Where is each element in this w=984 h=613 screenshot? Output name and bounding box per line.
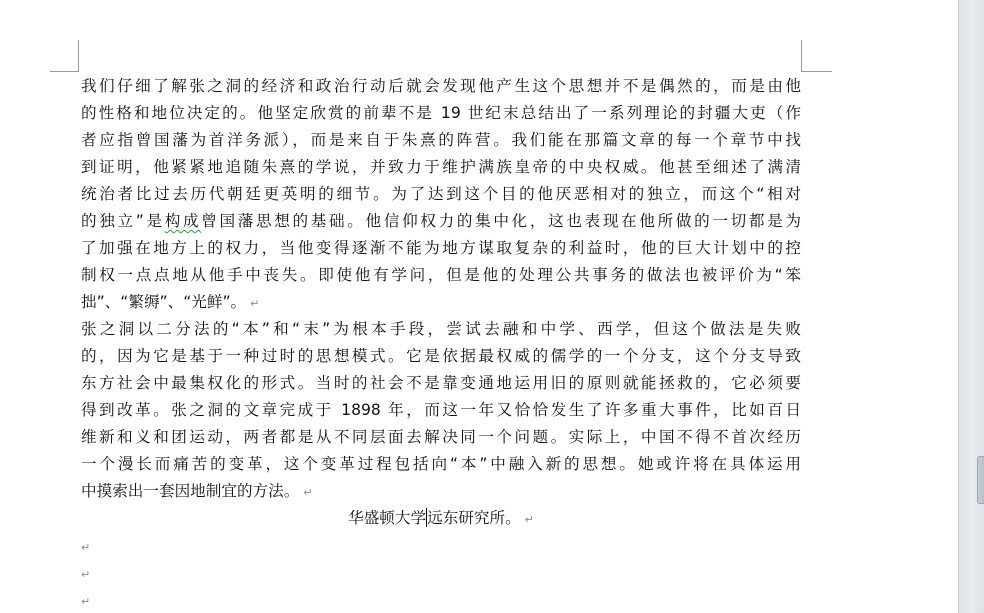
spelling-underlined-word[interactable]: 构成: [164, 212, 202, 230]
paragraph-mark-icon: ↵: [303, 486, 313, 499]
signature-text-before-cursor[interactable]: 华盛顿大学: [348, 509, 427, 527]
text-line-segment[interactable]: 的独立”是: [81, 212, 165, 230]
text-line[interactable]: 到证明，他紧紧地追随朱熹的学说，并致力于维护满族皇帝的中央权威。他甚至细述了满清: [81, 158, 801, 176]
signature-text-after-cursor[interactable]: 远东研究所。: [427, 509, 521, 527]
paragraph-mark-icon: ↵: [81, 541, 91, 554]
text-line[interactable]: 制权一点点地从他手中丧失。即使他有学问，但是他的处理公共事务的做法也被评价为“笨: [81, 266, 801, 284]
text-line-content[interactable]: 拙”、“繁缛”、“光鲜”。: [81, 293, 247, 311]
paragraph-mark-icon: ↵: [81, 568, 91, 581]
paragraph-1[interactable]: [81, 73, 801, 316]
text-line[interactable]: 维新和义和团运动，两者都是从不同层面去解决同一个问题。实际上，中国不得不首次经历: [81, 428, 801, 446]
text-line[interactable]: 者应指曾国藩为首洋务派），而是来自于朱熹的阵营。我们能在那篇文章的每一个章节中找: [81, 131, 801, 149]
document-body[interactable]: [81, 73, 801, 613]
text-line[interactable]: 统治者比过去历代朝廷更英明的细节。为了达到这个目的他厌恶相对的独立，而这个“相对: [81, 185, 801, 203]
signature-line[interactable]: [81, 505, 801, 532]
text-line[interactable]: 东方社会中最集权化的形式。当时的社会不是靠变通地运用旧的原则就能拯救的，它必须要: [81, 374, 801, 392]
paragraph-mark-icon: ↵: [524, 513, 534, 526]
text-line[interactable]: 了加强在地方上的权力，当他变得逐渐不能为地方谋取复杂的利益时，他的巨大计划中的控: [81, 239, 801, 257]
text-line[interactable]: 一个漫长而痛苦的变革，这个变革过程包括向“本”中融入新的思想。她或许将在具体运用: [81, 455, 801, 473]
empty-paragraph[interactable]: [81, 586, 801, 613]
paragraph-mark-icon: ↵: [81, 595, 91, 608]
text-line[interactable]: 得到改革。张之洞的文章完成于 1898 年，而这一年又恰恰发生了许多重大事件，比如百日: [81, 401, 801, 419]
vertical-scrollbar[interactable]: [958, 0, 984, 613]
text-line-last[interactable]: [81, 478, 801, 505]
text-line-with-spelling-mark[interactable]: [81, 208, 801, 235]
paragraph-mark-icon: ↵: [250, 297, 260, 310]
text-line[interactable]: 我们仔细了解张之洞的经济和政治行动后就会发现他产生这个思想并不是偶然的，而是由他: [81, 77, 801, 95]
text-line[interactable]: 的，因为它是基于一种过时的思想模式。它是依据最权威的儒学的一个分支，这个分支导致: [81, 347, 801, 365]
empty-paragraph[interactable]: [81, 559, 801, 586]
empty-paragraph[interactable]: [81, 532, 801, 559]
text-line[interactable]: 张之洞以二分法的“本”和“末”为根本手段，尝试去融和中学、西学，但这个做法是失败: [81, 320, 801, 338]
margin-corner-top-left: [50, 40, 79, 72]
text-line-content[interactable]: 中摸索出一套因地制宜的方法。: [81, 482, 300, 500]
text-line[interactable]: 的性格和地位决定的。他坚定欣赏的前辈不是 19 世纪末总结出了一系列理论的封疆大吏（作: [81, 104, 801, 122]
text-line-segment[interactable]: 曾国藩思想的基础。他信仰权力的集中化，这也表现在他所做的一切都是为: [201, 212, 801, 230]
scrollbar-thumb[interactable]: [977, 456, 984, 504]
margin-corner-top-right: [801, 40, 832, 72]
text-line-last[interactable]: [81, 289, 801, 316]
paragraph-2[interactable]: [81, 316, 801, 505]
